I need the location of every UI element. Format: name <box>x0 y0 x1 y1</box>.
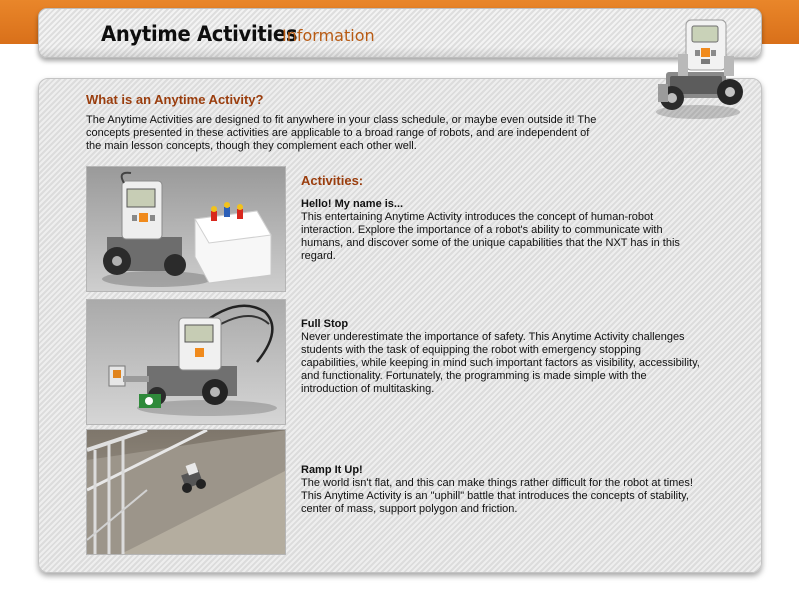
activity-ramp <box>301 464 701 516</box>
page-title: Anytime Activities <box>101 22 298 46</box>
activity-title: Full Stop <box>301 318 349 330</box>
nxt-robot-icon <box>648 14 748 124</box>
hello-activity-photo <box>86 166 286 292</box>
intro-heading: What is an Anytime Activity? <box>86 92 264 107</box>
ramp-activity-photo <box>86 429 286 555</box>
activity-full-stop <box>301 318 701 396</box>
activity-title: Ramp It Up! <box>301 464 363 476</box>
activity-title: Hello! My name is... <box>301 198 404 210</box>
intro-text: The Anytime Activities are designed to fit anywhere in your class schedule, or maybe even outside it! The concepts presented in these activities are applicable to a broad range of robots, and are independent of the main lesson concepts, though they complement each other well. <box>86 114 597 152</box>
activities-heading: Activities: <box>301 173 364 188</box>
activity-description: The world isn't flat, and this can make things rather difficult for the robot at times! This Anytime Activity is an "uphill" battle that introduces the concepts of stability, center of mass, support polygon and friction. <box>301 477 693 515</box>
activity-description: This entertaining Anytime Activity introduces the concept of human-robot interaction. Explore the importance of a robot's ability to communicate with humans, and discover some of the unique capabilities that the NXT has in this regard. <box>301 211 680 262</box>
page-subtitle: Information <box>282 26 375 45</box>
activity-hello <box>301 198 701 263</box>
activity-description: Never underestimate the importance of safety. This Anytime Activity challenges students with the task of equipping the robot with emergency stopping capabilities, while keeping in mind such important factors as visibility, accessibility, and functionality. Fortunately, the programming is made simple with the introduction of multitasking. <box>301 331 700 395</box>
full-stop-activity-photo <box>86 299 286 425</box>
